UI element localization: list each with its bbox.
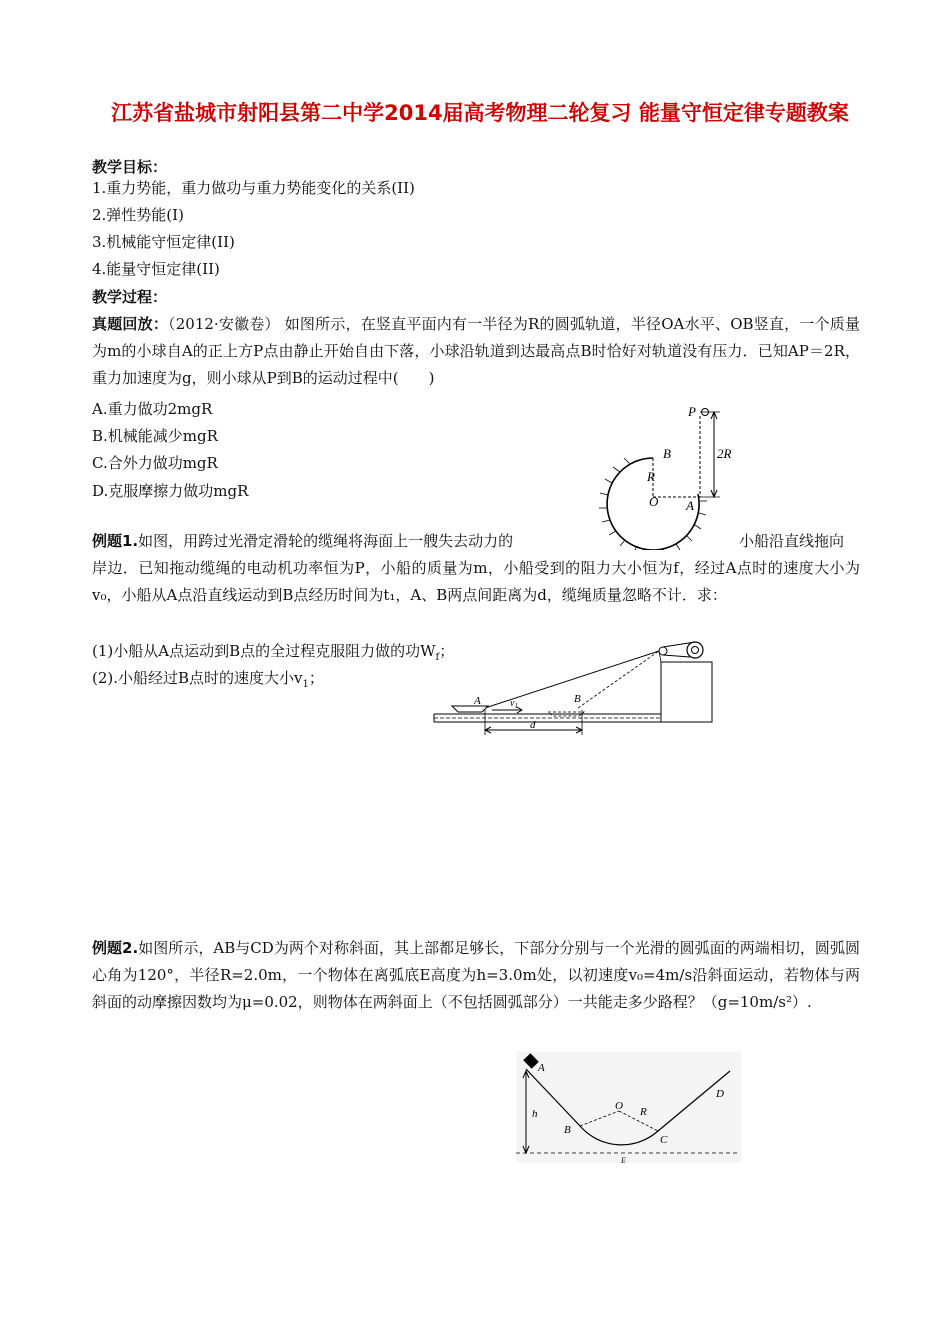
example2-question [92,935,860,1016]
label-r: R [647,469,655,484]
label-a: A [538,1062,545,1074]
label-b: B [564,1124,571,1136]
example2-label: 例题2. [92,939,139,957]
example1-text: 岸边．已知拖动缆绳的电动机功率恒为P，小船的质量为m，小船受到的阻力大小恒为f，经过A点时的速度大小为v₀，小船从A点沿直线运动到B点经历时间为t₁，A、B两点间距离为d，缆绳质量忽略不计．求： [92,559,860,604]
label-p: P [688,404,696,419]
example1-question2: (2).小船经过B点时的速度大小$v_1$； [92,669,324,690]
label-h: h [532,1108,538,1120]
review-question [92,311,860,392]
objective-item: 2.弹性势能(I) [92,206,184,224]
objective-item: 4.能量守恒定律(II) [92,260,220,278]
review-option-a: A.重力做功2mgR [92,400,213,418]
objective-item: 3.机械能守恒定律(II) [92,233,235,251]
objectives-heading: 教学目标： [92,158,168,176]
shore-building [661,662,712,722]
process-heading: 教学过程： [92,288,168,306]
example1-question1: (1)小船从A点运动到B点的全过程克服阻力做的功$W_f$； [92,642,455,663]
review-text: （2012·安徽卷） 如图所示，在竖直平面内有一半径为R的圆弧轨道，半径OA水平、OB竖直，一个质量为m的小球自A的正上方P点由静止开始自由下落，小球沿轨道到达最高点B时恰好对轨道没有压力．已知AP＝2R，重力加速度为g，则小球从P到B的运动过程中( ) [92,315,860,387]
boat-a [452,706,488,712]
pulley [659,647,667,655]
example2-text: 如图所示，AB与CD为两个对称斜面，其上部都足够长，下部分分别与一个光滑的圆弧面的两端相切，圆弧圆心角为120°，半径R=2.0m，一个物体在离弧底E高度为h=3.0m处，以初速度v₀=4m/s沿斜面运动，若物体与两斜面的动摩擦因数均为μ=0.02，则物体在两斜面上（不包括圆弧部分）一共能走多少路程？（g=10m/s²）. [92,939,860,1011]
label-d: D [716,1088,724,1100]
label-o: O [615,1100,623,1112]
example1-line1: 例题1.如图，用跨过光滑定滑轮的缆绳将海面上一艘失去动力的 [92,532,514,550]
label-o: O [649,494,659,509]
review-label: 真题回放： [92,315,169,333]
incline-arc-figure [516,1051,742,1163]
label-a: A [474,695,481,707]
arc-track-figure [590,400,750,550]
example1-label: 例题1. [92,532,139,550]
label-b: B [663,446,671,461]
label-v1: $v_1$ [510,698,518,710]
label-d: d [530,719,536,731]
review-option-d: D.克服摩擦力做功mgR [92,482,249,500]
review-option-b: B.机械能减少mgR [92,427,218,445]
label-b: B [574,693,581,705]
label-e: E [621,1156,626,1163]
label-r: R [640,1106,647,1118]
label-a: A [686,498,694,513]
example1-line1-end: 小船沿直线拖向 [739,532,845,550]
objective-item: 1.重力势能，重力做功与重力势能变化的关系(II) [92,179,415,197]
cable-b [578,651,659,708]
review-option-c: C.合外力做功mgR [92,454,218,472]
boat-pulley-figure [430,638,720,738]
label-c: C [660,1134,668,1146]
page-title: 江苏省盐城市射阳县第二中学2014届高考物理二轮复习 能量守恒定律专题教案 [111,101,849,125]
label-2r: 2R [717,446,732,461]
